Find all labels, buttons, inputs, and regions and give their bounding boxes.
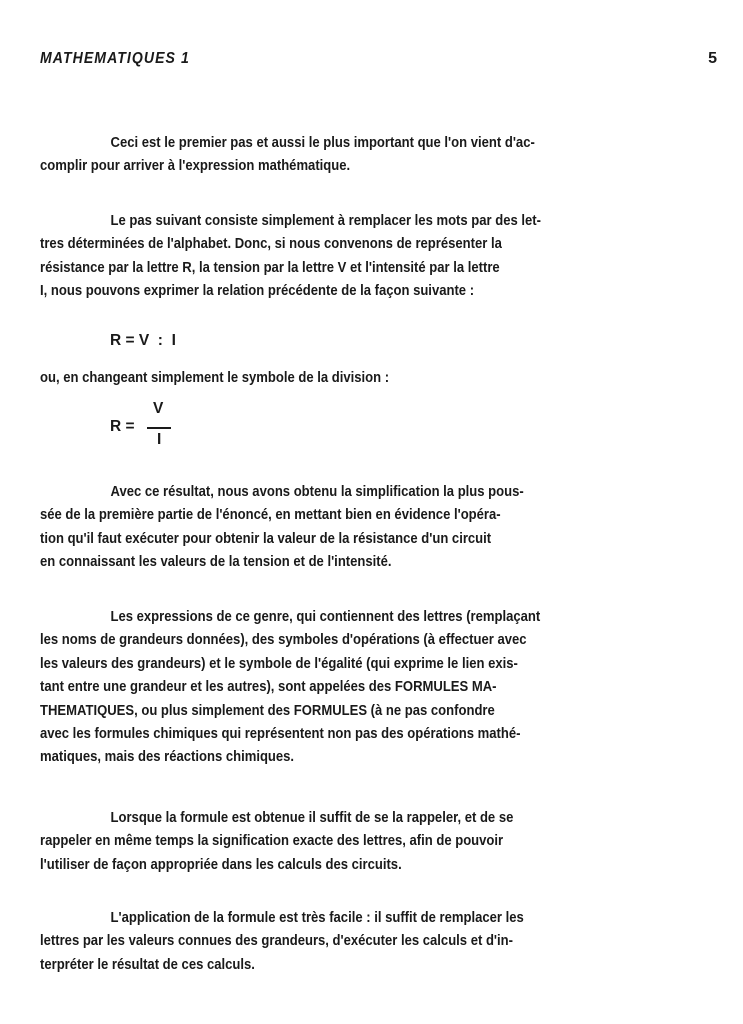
running-title: MATHEMATIQUES 1	[40, 50, 190, 67]
text-line: Les expressions de ce genre, qui contiennent des lettres (remplaçant	[110, 608, 541, 625]
fraction-bar	[147, 427, 171, 429]
text-line: THEMATIQUES, ou plus simplement des FORMULES (à ne pas confondre	[40, 701, 495, 719]
text-line: Le pas suivant consiste simplement à remplacer les mots par des let-	[110, 212, 541, 229]
text-line: les noms de grandeurs données), des symboles d'opérations (à effectuer avec	[40, 631, 527, 649]
formula-lhs: R =	[110, 418, 135, 435]
formula-denominator: I	[157, 431, 162, 448]
page-header	[40, 50, 717, 72]
text-line: ou, en changeant simplement le symbole de la division :	[40, 369, 390, 386]
text-line: les valeurs des grandeurs) et le symbole de l'égalité (qui exprime le lien exis-	[40, 654, 518, 672]
text-line: sée de la première partie de l'énoncé, en mettant bien en évidence l'opéra-	[40, 506, 501, 524]
text-line: rappeler en même temps la signification exacte des lettres, afin de pouvoir	[40, 832, 504, 850]
formula-numerator: V	[153, 400, 164, 417]
paragraph-1	[40, 131, 716, 178]
text-line: avec les formules chimiques qui représentent non pas des opérations mathé-	[40, 725, 521, 743]
text-line: en connaissant les valeurs de la tension et de l'intensité.	[40, 553, 392, 571]
paragraph-5	[40, 806, 716, 876]
transition-line	[40, 366, 716, 389]
text-line: matiques, mais des réactions chimiques.	[40, 748, 295, 766]
text-line: L'application de la formule est très facile : il suffit de remplacer les	[110, 909, 524, 926]
text-line: tant entre une grandeur et les autres), sont appelées des FORMULES MA-	[40, 678, 497, 696]
text-line: I, nous pouvons exprimer la relation précédente de la façon suivante :	[40, 282, 475, 300]
formula-inline: R = V : I	[110, 332, 176, 349]
formula-fraction	[110, 400, 190, 460]
paragraph-6	[40, 906, 716, 976]
text-line: terpréter le résultat de ces calculs.	[40, 955, 255, 973]
paragraph-4	[40, 605, 716, 769]
text-line: complir pour arriver à l'expression mathématique.	[40, 157, 351, 175]
text-line: Ceci est le premier pas et aussi le plus important que l'on vient d'ac-	[110, 134, 535, 151]
text-line: tion qu'il faut exécuter pour obtenir la valeur de la résistance d'un circuit	[40, 529, 492, 547]
text-line: résistance par la lettre R, la tension par la lettre V et l'intensité par la lettre	[40, 258, 500, 276]
text-line: tres déterminées de l'alphabet. Donc, si nous convenons de représenter la	[40, 235, 502, 253]
text-line: Lorsque la formule est obtenue il suffit de se la rappeler, et de se	[110, 809, 514, 826]
text-line: lettres par les valeurs connues des grandeurs, d'exécuter les calculs et d'in-	[40, 932, 513, 950]
paragraph-3	[40, 480, 716, 574]
paragraph-2	[40, 209, 716, 303]
text-line: Avec ce résultat, nous avons obtenu la simplification la plus pous-	[110, 483, 524, 500]
page-number: 5	[708, 50, 717, 67]
text-line: l'utiliser de façon appropriée dans les calculs des circuits.	[40, 855, 402, 873]
